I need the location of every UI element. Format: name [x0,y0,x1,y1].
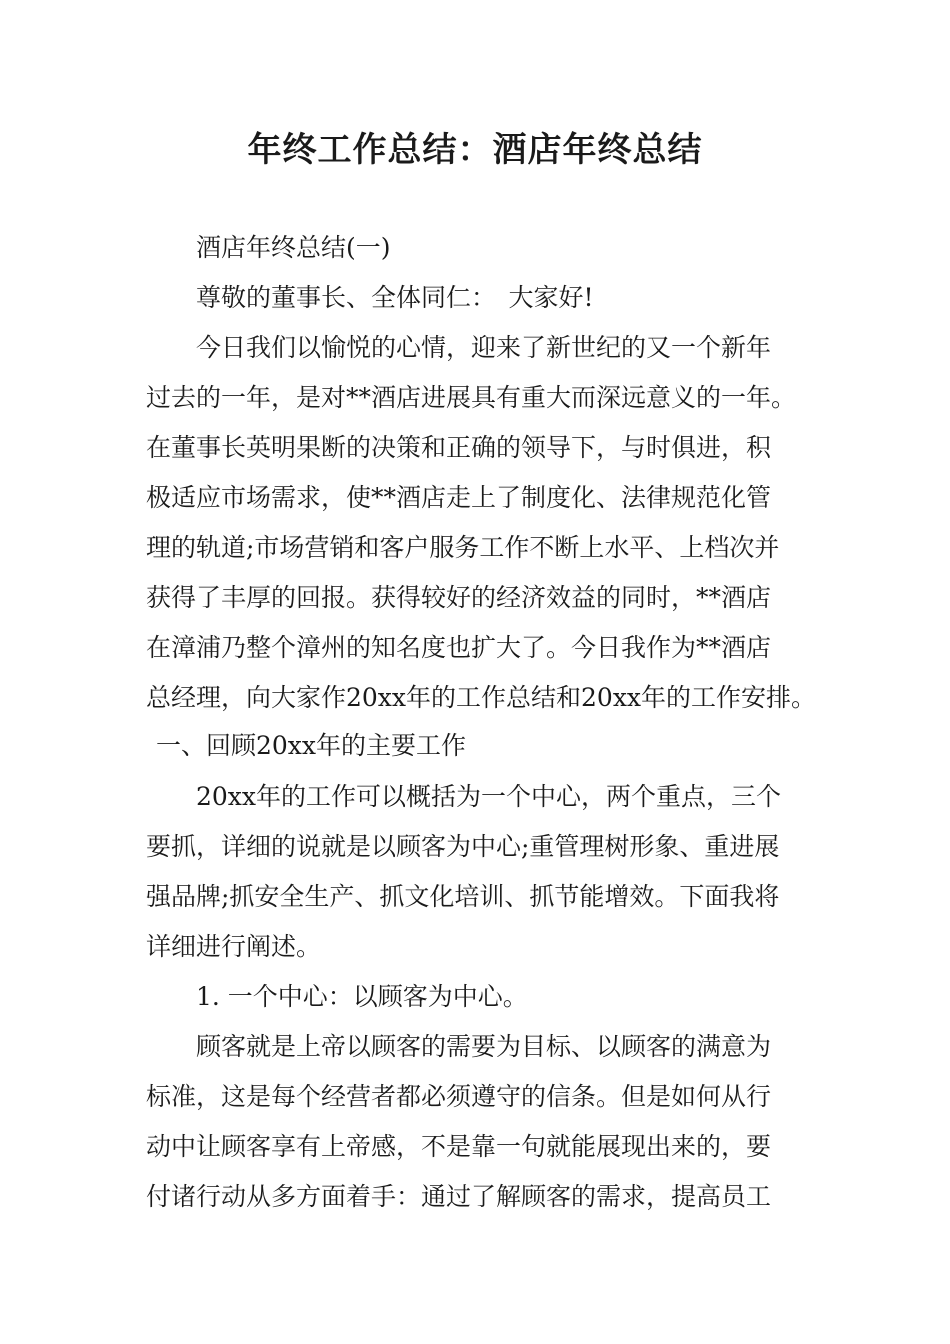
paragraph-line: 过去的一年，是对**酒店进展具有重大而深远意义的一年。 [146,383,797,412]
paragraph-line: 顾客就是上帝以顾客的需要为目标、以顾客的满意为 [196,1032,772,1061]
paragraph-line: 强品牌;抓安全生产、抓文化培训、抓节能增效。下面我将 [146,882,780,911]
paragraph-line: 要抓，详细的说就是以顾客为中心;重管理树形象、重进展 [146,832,780,861]
section-heading: 一、回顾20xx年的主要工作 [156,731,467,760]
paragraph-line: 动中让顾客享有上帝感，不是靠一句就能展现出来的，要 [146,1132,772,1161]
paragraph-line: 付诸行动从多方面着手：通过了解顾客的需求，提高员工 [146,1182,772,1211]
salutation-line: 尊敬的董事长、全体同仁： 大家好! [196,283,594,312]
paragraph-line: 极适应市场需求，使**酒店走上了制度化、法律规范化管 [146,483,772,512]
list-item-heading: 1. 一个中心：以顾客为中心。 [196,982,528,1011]
paragraph-line: 获得了丰厚的回报。获得较好的经济效益的同时，**酒店 [146,583,772,612]
paragraph-line: 理的轨道;市场营销和客户服务工作不断上水平、上档次并 [146,533,780,562]
section-subtitle: 酒店年终总结(一) [196,233,391,262]
paragraph-line: 总经理，向大家作20xx年的工作总结和20xx年的工作安排。 [146,683,817,712]
paragraph-line: 标准，这是每个经营者都必须遵守的信条。但是如何从行 [146,1082,772,1111]
paragraph-line: 20xx年的工作可以概括为一个中心，两个重点，三个 [196,782,782,811]
paragraph-line: 在漳浦乃整个漳州的知名度也扩大了。今日我作为**酒店 [146,633,772,662]
paragraph-line: 详细进行阐述。 [146,932,322,961]
paragraph-line: 在董事长英明果断的决策和正确的领导下，与时俱进，积 [146,433,772,462]
paragraph-line: 今日我们以愉悦的心情，迎来了新世纪的又一个新年 [196,333,772,362]
document-title: 年终工作总结：酒店年终总结 [247,130,703,170]
